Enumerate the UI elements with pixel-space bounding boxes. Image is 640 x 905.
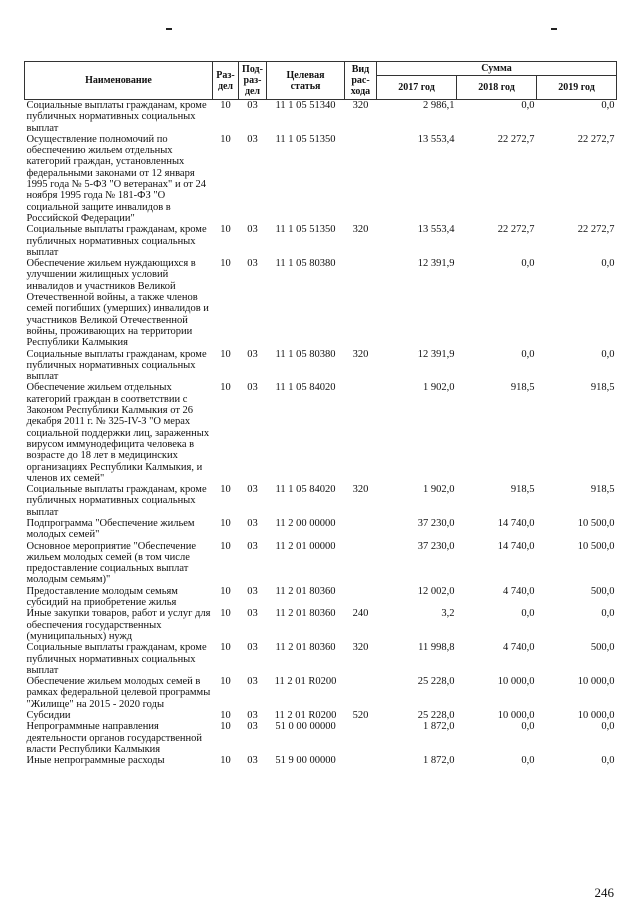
row-expense-type: 320 xyxy=(352,484,369,496)
header-subsection: Под- раз- дел xyxy=(239,62,267,100)
row-expense-type xyxy=(345,134,377,224)
row-section: 10 xyxy=(220,100,231,111)
header-target: Целевая статья xyxy=(267,62,345,100)
scan-mark-right xyxy=(551,28,557,30)
row-expense-type: 520 xyxy=(352,710,369,722)
row-sum-2018: 0,0 xyxy=(521,100,535,111)
row-expense-type xyxy=(345,258,377,348)
row-expense-type xyxy=(345,541,377,586)
row-sum-2017: 25 228,0 xyxy=(417,710,455,722)
row-sum-2018: 0,0 xyxy=(521,348,535,360)
header-name: Наименование xyxy=(25,62,213,100)
row-sum-2017: 13 553,4 xyxy=(417,133,455,145)
row-sum-2019: 918,5 xyxy=(590,382,615,394)
row-sum-2019: 918,5 xyxy=(590,484,615,496)
row-target-article: 11 2 01 80360 xyxy=(275,642,336,654)
row-sum-2017: 3,2 xyxy=(441,608,455,620)
row-name: Непрограммные направления деятельности органов государственной власти Республики Калмыкия xyxy=(26,721,202,755)
row-name: Осуществление полномочий по обеспечению жильем отдельных категорий граждан, установленных федеральными законами от 12 января 1995 года № 5-ФЗ "О ветеранах" и от 24 ноября 1995 года № 181-ФЗ "О социальной защите инвалидов в Российской Федерации" xyxy=(26,133,207,224)
row-sum-2017: 1 872,0 xyxy=(423,721,455,733)
row-expense-type xyxy=(345,721,377,755)
row-target-article: 11 2 01 R0200 xyxy=(274,710,337,722)
table-row xyxy=(25,642,617,676)
row-sum-2018: 14 740,0 xyxy=(497,540,535,552)
row-target-article: 11 1 05 80380 xyxy=(275,348,336,360)
row-subsection: 03 xyxy=(247,585,258,597)
table-row xyxy=(25,710,617,721)
row-sum-2018: 0,0 xyxy=(521,258,535,270)
row-target-article: 11 1 05 51350 xyxy=(275,224,336,236)
row-sum-2017: 37 230,0 xyxy=(417,540,455,552)
row-sum-2019: 500,0 xyxy=(590,642,615,654)
row-sum-2017: 1 902,0 xyxy=(423,484,455,496)
row-expense-type xyxy=(345,382,377,484)
row-sum-2017: 12 391,9 xyxy=(417,258,455,270)
row-subsection: 03 xyxy=(247,484,258,496)
row-name: Предоставление молодым семьям субсидий на приобретение жилья xyxy=(26,585,178,609)
table-row xyxy=(25,608,617,642)
row-name: Иные непрограммные расходы xyxy=(26,755,165,767)
row-subsection: 03 xyxy=(247,258,258,270)
row-name: Социальные выплаты гражданам, кроме публичных нормативных социальных выплат xyxy=(26,100,207,134)
header-section: Раз- дел xyxy=(213,62,239,100)
row-section: 10 xyxy=(220,642,231,654)
table-row xyxy=(25,224,617,258)
row-target-article: 11 1 05 84020 xyxy=(275,484,336,496)
row-sum-2018: 22 272,7 xyxy=(497,224,535,236)
header-year-2019: 2019 год xyxy=(537,76,617,100)
row-expense-type xyxy=(345,755,377,766)
row-sum-2018: 918,5 xyxy=(510,382,535,394)
table-row xyxy=(25,382,617,484)
row-name: Обеспечение жильем молодых семей в рамках федеральной целевой программы "Жилище" на 2015 - 2020 годы xyxy=(26,676,211,710)
table-row xyxy=(25,134,617,224)
table-row xyxy=(25,349,617,383)
row-section: 10 xyxy=(220,348,231,360)
table-row xyxy=(25,258,617,348)
row-sum-2019: 0,0 xyxy=(601,100,615,111)
row-target-article: 11 2 00 00000 xyxy=(275,517,336,529)
row-name: Иные закупки товаров, работ и услуг для обеспечения государственных (муниципальных) нужд xyxy=(26,608,211,642)
row-subsection: 03 xyxy=(247,348,258,360)
row-sum-2019: 10 000,0 xyxy=(577,676,615,688)
table-row xyxy=(25,755,617,766)
row-section: 10 xyxy=(220,710,231,722)
row-subsection: 03 xyxy=(247,721,258,733)
row-expense-type: 320 xyxy=(352,100,369,111)
row-sum-2019: 0,0 xyxy=(601,755,615,767)
row-section: 10 xyxy=(220,484,231,496)
row-name: Обеспечение жильем нуждающихся в улучшении жилищных условий инвалидов и участников Великой Отечественной войны, а также членов семей погибших (умерших) инвалидов и участников Великой Отечественной войны, проживающих на территории Республики Калмыкия xyxy=(26,258,209,349)
row-section: 10 xyxy=(220,585,231,597)
row-target-article: 11 1 05 51350 xyxy=(275,133,336,145)
header-year-2017: 2017 год xyxy=(377,76,457,100)
row-target-article: 11 2 01 00000 xyxy=(275,540,336,552)
row-section: 10 xyxy=(220,382,231,394)
row-target-article: 11 2 01 80360 xyxy=(275,608,336,620)
row-section: 10 xyxy=(220,721,231,733)
row-expense-type xyxy=(345,518,377,541)
row-sum-2017: 13 553,4 xyxy=(417,224,455,236)
row-sum-2019: 10 500,0 xyxy=(577,540,615,552)
row-subsection: 03 xyxy=(247,517,258,529)
row-subsection: 03 xyxy=(247,224,258,236)
row-expense-type: 240 xyxy=(352,608,369,620)
row-expense-type: 320 xyxy=(352,642,369,654)
row-name: Социальные выплаты гражданам, кроме публичных нормативных социальных выплат xyxy=(26,224,207,258)
row-sum-2019: 22 272,7 xyxy=(577,224,615,236)
row-name: Социальные выплаты гражданам, кроме публичных нормативных социальных выплат xyxy=(26,484,207,518)
row-sum-2018: 0,0 xyxy=(521,608,535,620)
table-row xyxy=(25,586,617,609)
header-year-2018: 2018 год xyxy=(457,76,537,100)
row-name: Социальные выплаты гражданам, кроме публичных нормативных социальных выплат xyxy=(26,348,207,383)
row-sum-2017: 2 986,1 xyxy=(423,100,455,111)
row-sum-2017: 1 902,0 xyxy=(423,382,455,394)
row-sum-2017: 25 228,0 xyxy=(417,676,455,688)
row-section: 10 xyxy=(220,133,231,145)
row-target-article: 11 1 05 84020 xyxy=(275,382,336,394)
row-target-article: 11 1 05 51340 xyxy=(275,100,336,111)
table-row xyxy=(25,518,617,541)
row-sum-2017: 1 872,0 xyxy=(423,755,455,767)
row-section: 10 xyxy=(220,755,231,767)
row-section: 10 xyxy=(220,676,231,688)
row-name: Обеспечение жильем отдельных категорий граждан в соответствии с Законом Республики Калмыкия от 26 декабря 2011 г. № 325-IV-З "О мерах социальной поддержки лиц, зараженных вирусом иммунодефицита человека в возрасте до 18 лет в медицинских организациях Республики Калмыкия, и членов их семей" xyxy=(26,382,210,484)
row-subsection: 03 xyxy=(247,100,258,111)
row-name: Подпрограмма "Обеспечение жильем молодых семей" xyxy=(26,517,195,541)
row-sum-2018: 4 740,0 xyxy=(503,642,535,654)
row-expense-type: 320 xyxy=(352,224,369,236)
row-target-article: 51 0 00 00000 xyxy=(275,721,336,733)
row-section: 10 xyxy=(220,517,231,529)
row-sum-2018: 0,0 xyxy=(521,721,535,733)
row-sum-2017: 12 002,0 xyxy=(417,585,455,597)
scan-mark-left xyxy=(166,28,172,30)
row-target-article: 11 2 01 R0200 xyxy=(274,676,337,688)
row-sum-2018: 22 272,7 xyxy=(497,133,535,145)
row-section: 10 xyxy=(220,608,231,620)
header-expense-type: Вид рас- хода xyxy=(345,62,377,100)
row-subsection: 03 xyxy=(247,133,258,145)
row-sum-2018: 14 740,0 xyxy=(497,517,535,529)
row-subsection: 03 xyxy=(247,382,258,394)
table-row xyxy=(25,541,617,586)
page-number: 246 xyxy=(594,885,614,900)
row-name: Основное мероприятие "Обеспечение жильем молодых семей (в том числе предоставление социальных выплат молодым семьям)" xyxy=(26,540,196,586)
row-subsection: 03 xyxy=(247,540,258,552)
row-target-article: 11 1 05 80380 xyxy=(275,258,336,270)
row-expense-type: 320 xyxy=(352,348,369,360)
row-subsection: 03 xyxy=(247,755,258,767)
row-subsection: 03 xyxy=(247,642,258,654)
row-sum-2019: 10 500,0 xyxy=(577,517,615,529)
row-expense-type xyxy=(345,586,377,609)
row-sum-2017: 11 998,8 xyxy=(418,642,455,654)
row-sum-2019: 10 000,0 xyxy=(577,710,615,722)
row-target-article: 51 9 00 00000 xyxy=(275,755,336,767)
row-sum-2018: 10 000,0 xyxy=(497,710,535,722)
row-sum-2018: 4 740,0 xyxy=(503,585,535,597)
row-subsection: 03 xyxy=(247,608,258,620)
row-sum-2019: 500,0 xyxy=(590,585,615,597)
row-subsection: 03 xyxy=(247,710,258,722)
row-sum-2019: 22 272,7 xyxy=(577,133,615,145)
row-sum-2019: 0,0 xyxy=(601,721,615,733)
row-name: Социальные выплаты гражданам, кроме публичных нормативных социальных выплат xyxy=(26,642,207,676)
row-section: 10 xyxy=(220,540,231,552)
row-expense-type xyxy=(345,676,377,710)
table-row xyxy=(25,100,617,134)
table-row xyxy=(25,721,617,755)
header-sum: Сумма xyxy=(377,62,617,76)
row-sum-2019: 0,0 xyxy=(601,258,615,270)
row-sum-2018: 918,5 xyxy=(510,484,535,496)
row-sum-2017: 37 230,0 xyxy=(417,517,455,529)
row-sum-2019: 0,0 xyxy=(601,608,615,620)
row-sum-2019: 0,0 xyxy=(601,348,615,360)
row-subsection: 03 xyxy=(247,676,258,688)
budget-table xyxy=(24,61,617,767)
row-target-article: 11 2 01 80360 xyxy=(275,585,336,597)
table-row xyxy=(25,484,617,518)
row-sum-2018: 0,0 xyxy=(521,755,535,767)
row-section: 10 xyxy=(220,224,231,236)
row-name: Субсидии xyxy=(26,710,71,722)
row-sum-2017: 12 391,9 xyxy=(417,348,455,360)
row-sum-2018: 10 000,0 xyxy=(497,676,535,688)
row-section: 10 xyxy=(220,258,231,270)
table-row xyxy=(25,676,617,710)
